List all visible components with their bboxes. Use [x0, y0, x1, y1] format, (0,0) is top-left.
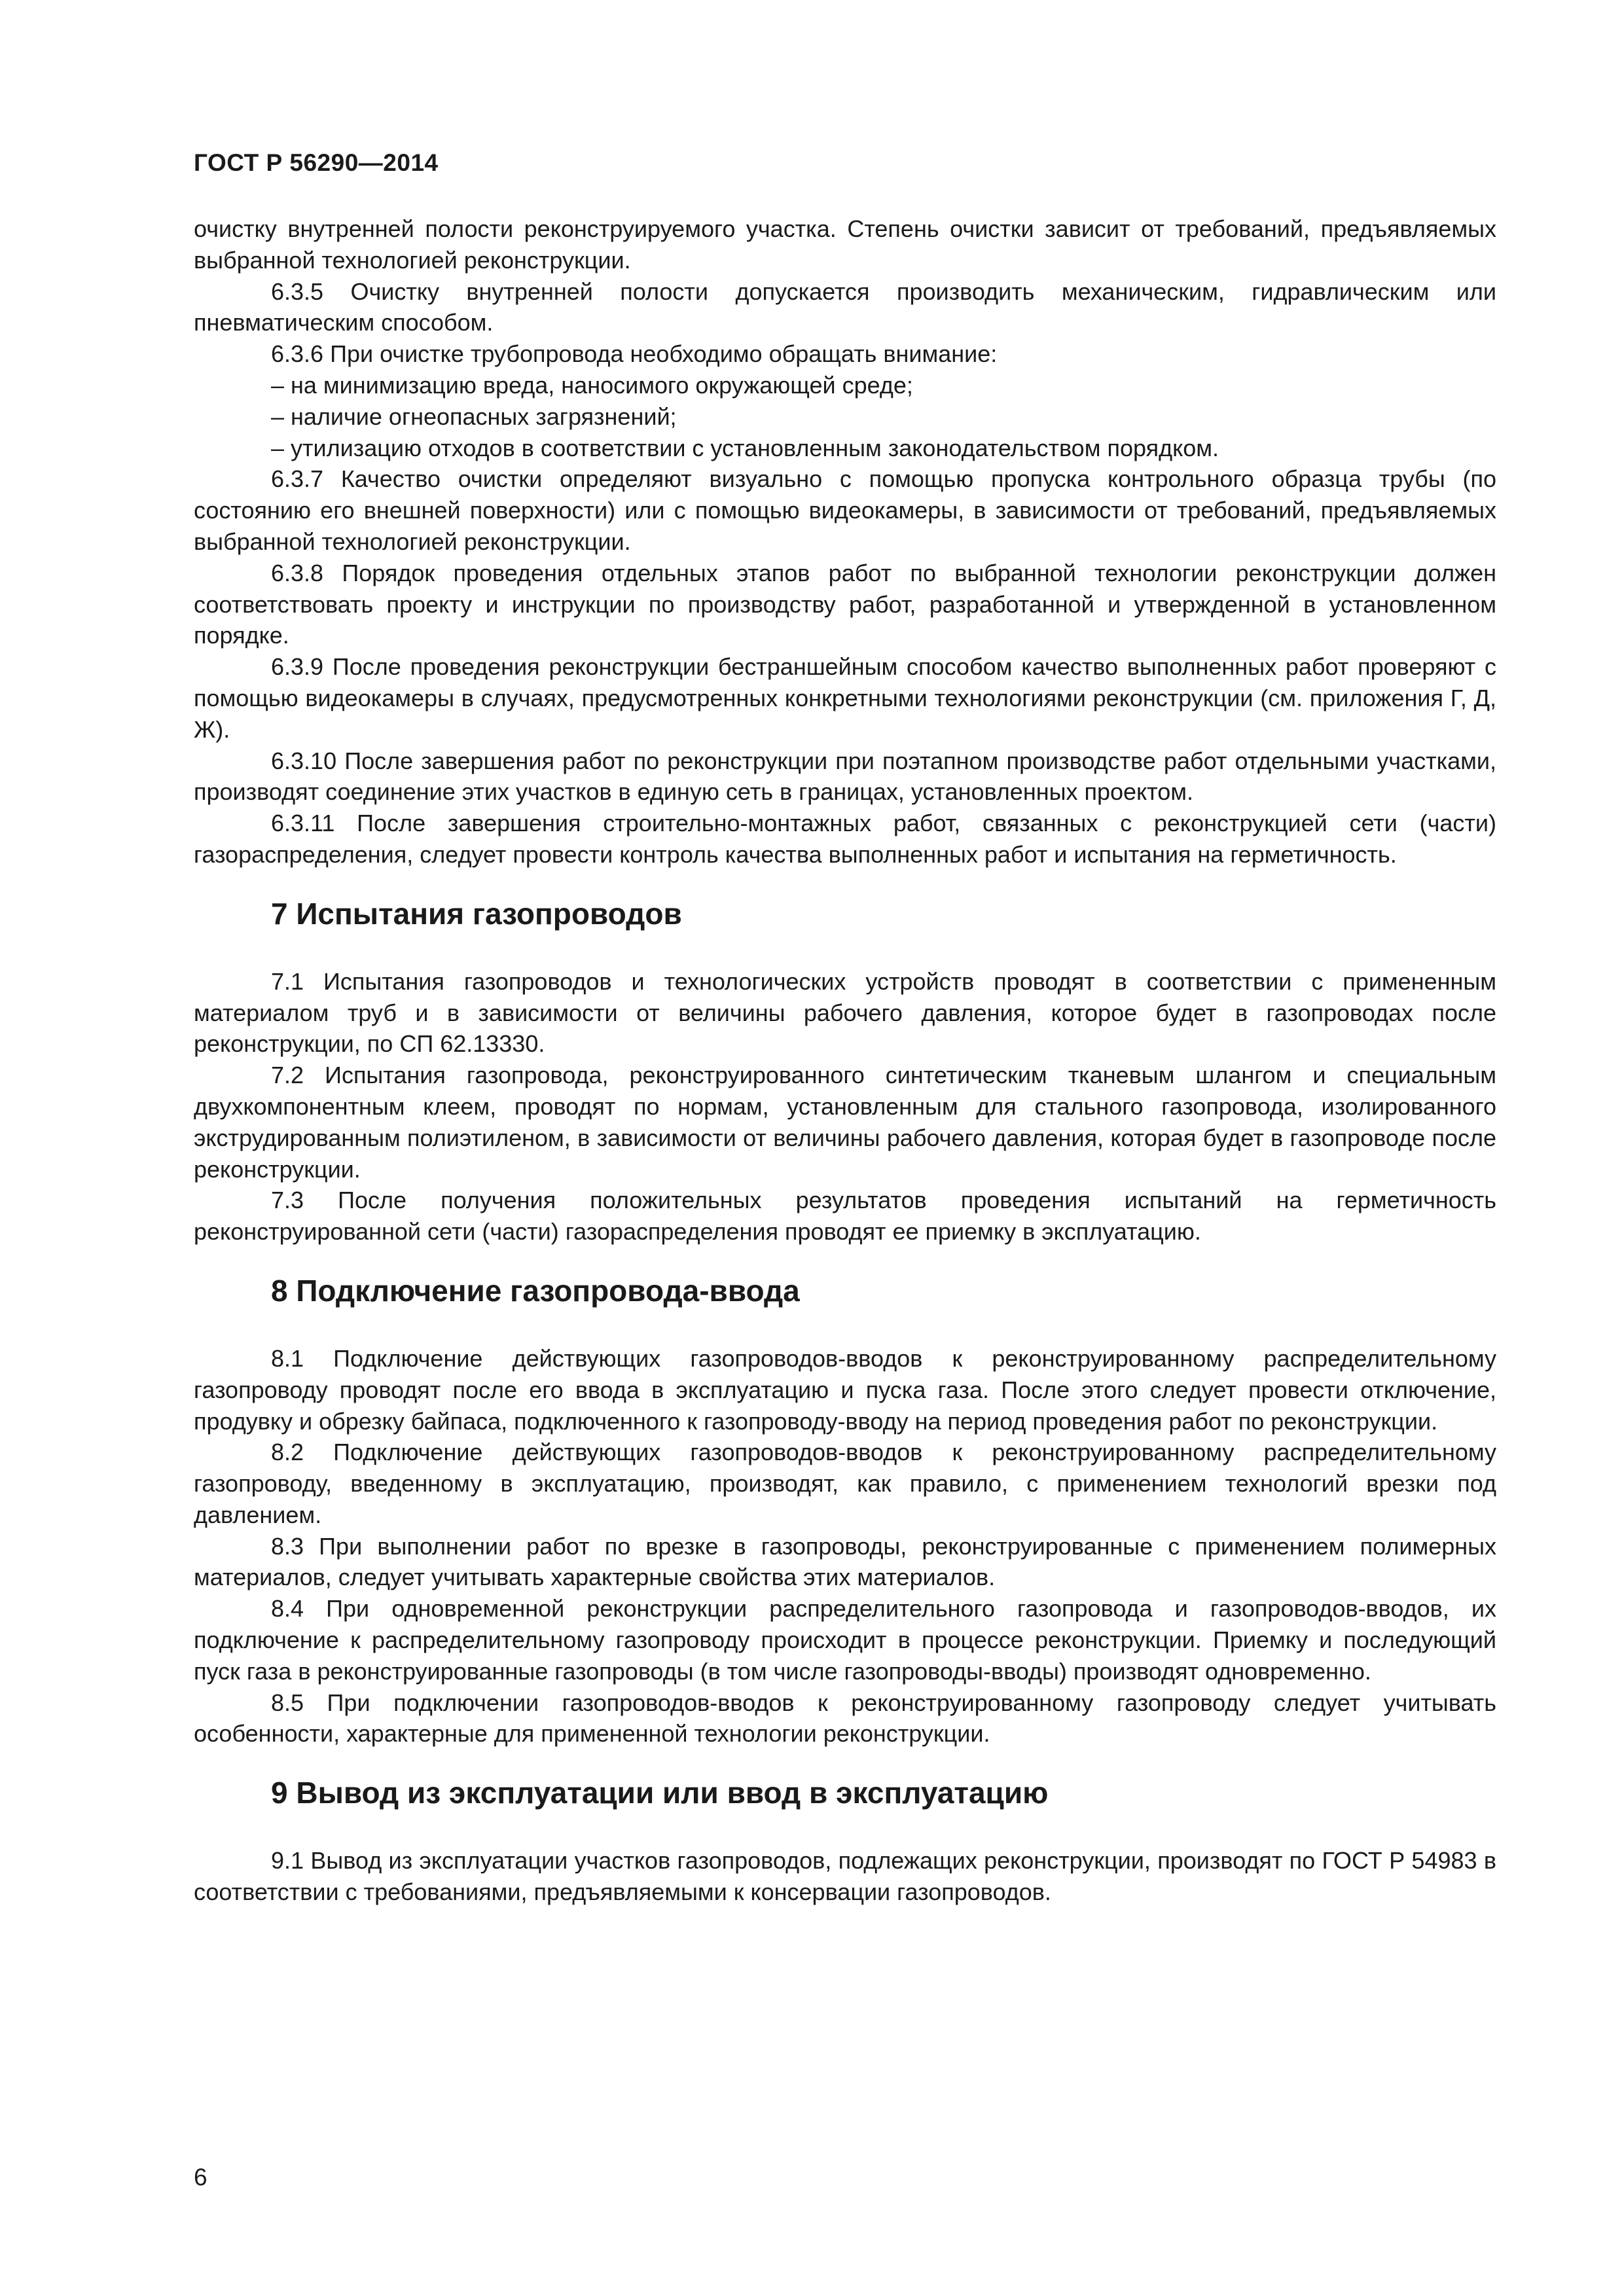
document-body: [194, 213, 1496, 1908]
paragraph-6-3-8: 6.3.8 Порядок проведения отдельных этапов работ по выбранной технологии реконструкции должен соответствовать проекту и инструкции по производству работ, разработанной и утвержденной в установленном порядке.: [194, 559, 1496, 649]
paragraph-6-3-10: 6.3.10 После завершения работ по реконструкции при поэтапном производстве работ отдельными участками, производят соединение этих участков в единую сеть в границах, установленных проектом.: [194, 747, 1496, 806]
section-7-heading: 7 Испытания газопроводов: [271, 896, 682, 931]
paragraph-8-1: 8.1 Подключение действующих газопроводов-вводов к реконструированному распределительному газопроводу проводят после его ввода в эксплуатацию и пуска газа. После этого следует провести отключение, продувку и обрезку байпаса, подключенного к газопроводу-вводу на период проведения работ по реконструкции.: [194, 1344, 1496, 1435]
paragraph-6-3-5: 6.3.5 Очистку внутренней полости допускается производить механическим, гидравлическим или пневматическим способом.: [194, 278, 1496, 336]
list-item: – на минимизацию вреда, наносимого окружающей среде;: [271, 371, 913, 399]
paragraph-7-1: 7.1 Испытания газопроводов и технологических устройств проводят в соответствии с примененным материалом труб и в зависимости от величины рабочего давления, которое будет в газопроводах после реконструкции, по СП 62.13330.: [194, 967, 1496, 1058]
paragraph-6-3-6: 6.3.6 При очистке трубопровода необходимо обращать внимание:: [271, 340, 998, 368]
paragraph-8-3: 8.3 При выполнении работ по врезке в газопроводы, реконструированные с применением полимерных материалов, следует учитывать характерные свойства этих материалов.: [194, 1532, 1496, 1591]
section-8-heading: 8 Подключение газопровода-ввода: [271, 1273, 800, 1308]
list-item: – наличие огнеопасных загрязнений;: [271, 403, 677, 430]
standard-header: ГОСТ Р 56290—2014: [194, 149, 439, 176]
paragraph-6-3-11: 6.3.11 После завершения строительно-монтажных работ, связанных с реконструкцией сети (части) газораспределения, следует провести контроль качества выполненных работ и испытания на герметичность.: [194, 810, 1496, 868]
paragraph-continuation: очистку внутренней полости реконструируемого участка. Степень очистки зависит от требований, предъявляемых выбранной технологией реконструкции.: [194, 215, 1496, 274]
list-item: – утилизацию отходов в соответствии с установленным законодательством порядком.: [271, 434, 1219, 461]
page-number: 6: [194, 2164, 208, 2191]
paragraph-8-4: 8.4 При одновременной реконструкции распределительного газопровода и газопроводов-вводов, их подключение к распределительному газопроводу происходит в процессе реконструкции. Приемку и последующий пуск газа в реконструированные газопроводы (в том числе газопроводы-вводы) производят одновременно.: [194, 1595, 1496, 1685]
section-9-heading: 9 Вывод из эксплуатации или ввод в эксплуатацию: [271, 1776, 1049, 1810]
paragraph-8-2: 8.2 Подключение действующих газопроводов-вводов к реконструированному распределительному газопроводу, введенному в эксплуатацию, производят, как правило, с применением технологий врезки под давлением.: [194, 1439, 1496, 1528]
paragraph-6-3-7: 6.3.7 Качество очистки определяют визуально с помощью пропуска контрольного образца трубы (по состоянию его внешней поверхности) или с помощью видеокамеры, в зависимости от требований, предъявляемых выбранной технологией реконструкции.: [194, 465, 1496, 555]
paragraph-7-2: 7.2 Испытания газопровода, реконструированного синтетическим тканевым шлангом и специальным двухкомпонентным клеем, проводят по нормам, установленным для стального газопровода, изолированного экструдированным полиэтиленом, в зависимости от величины рабочего давления, которая будет в газопроводе после реконструкции.: [194, 1062, 1496, 1183]
paragraph-7-3: 7.3 После получения положительных результатов проведения испытаний на герметичность реконструированной сети (части) газораспределения проводят ее приемку в эксплуатацию.: [194, 1187, 1496, 1246]
paragraph-9-1: 9.1 Вывод из эксплуатации участков газопроводов, подлежащих реконструкции, производят по ГОСТ Р 54983 в соответствии с требованиями, предъявляемыми к консервации газопроводов.: [194, 1847, 1496, 1906]
paragraph-6-3-9: 6.3.9 После проведения реконструкции бестраншейным способом качество выполненных работ проверяют с помощью видеокамеры в случаях, предусмотренных конкретными технологиями реконструкции (см. приложения Г, Д, Ж).: [194, 653, 1496, 743]
paragraph-8-5: 8.5 При подключении газопроводов-вводов к реконструированному газопроводу следует учитывать особенности, характерные для примененной технологии реконструкции.: [194, 1689, 1496, 1748]
